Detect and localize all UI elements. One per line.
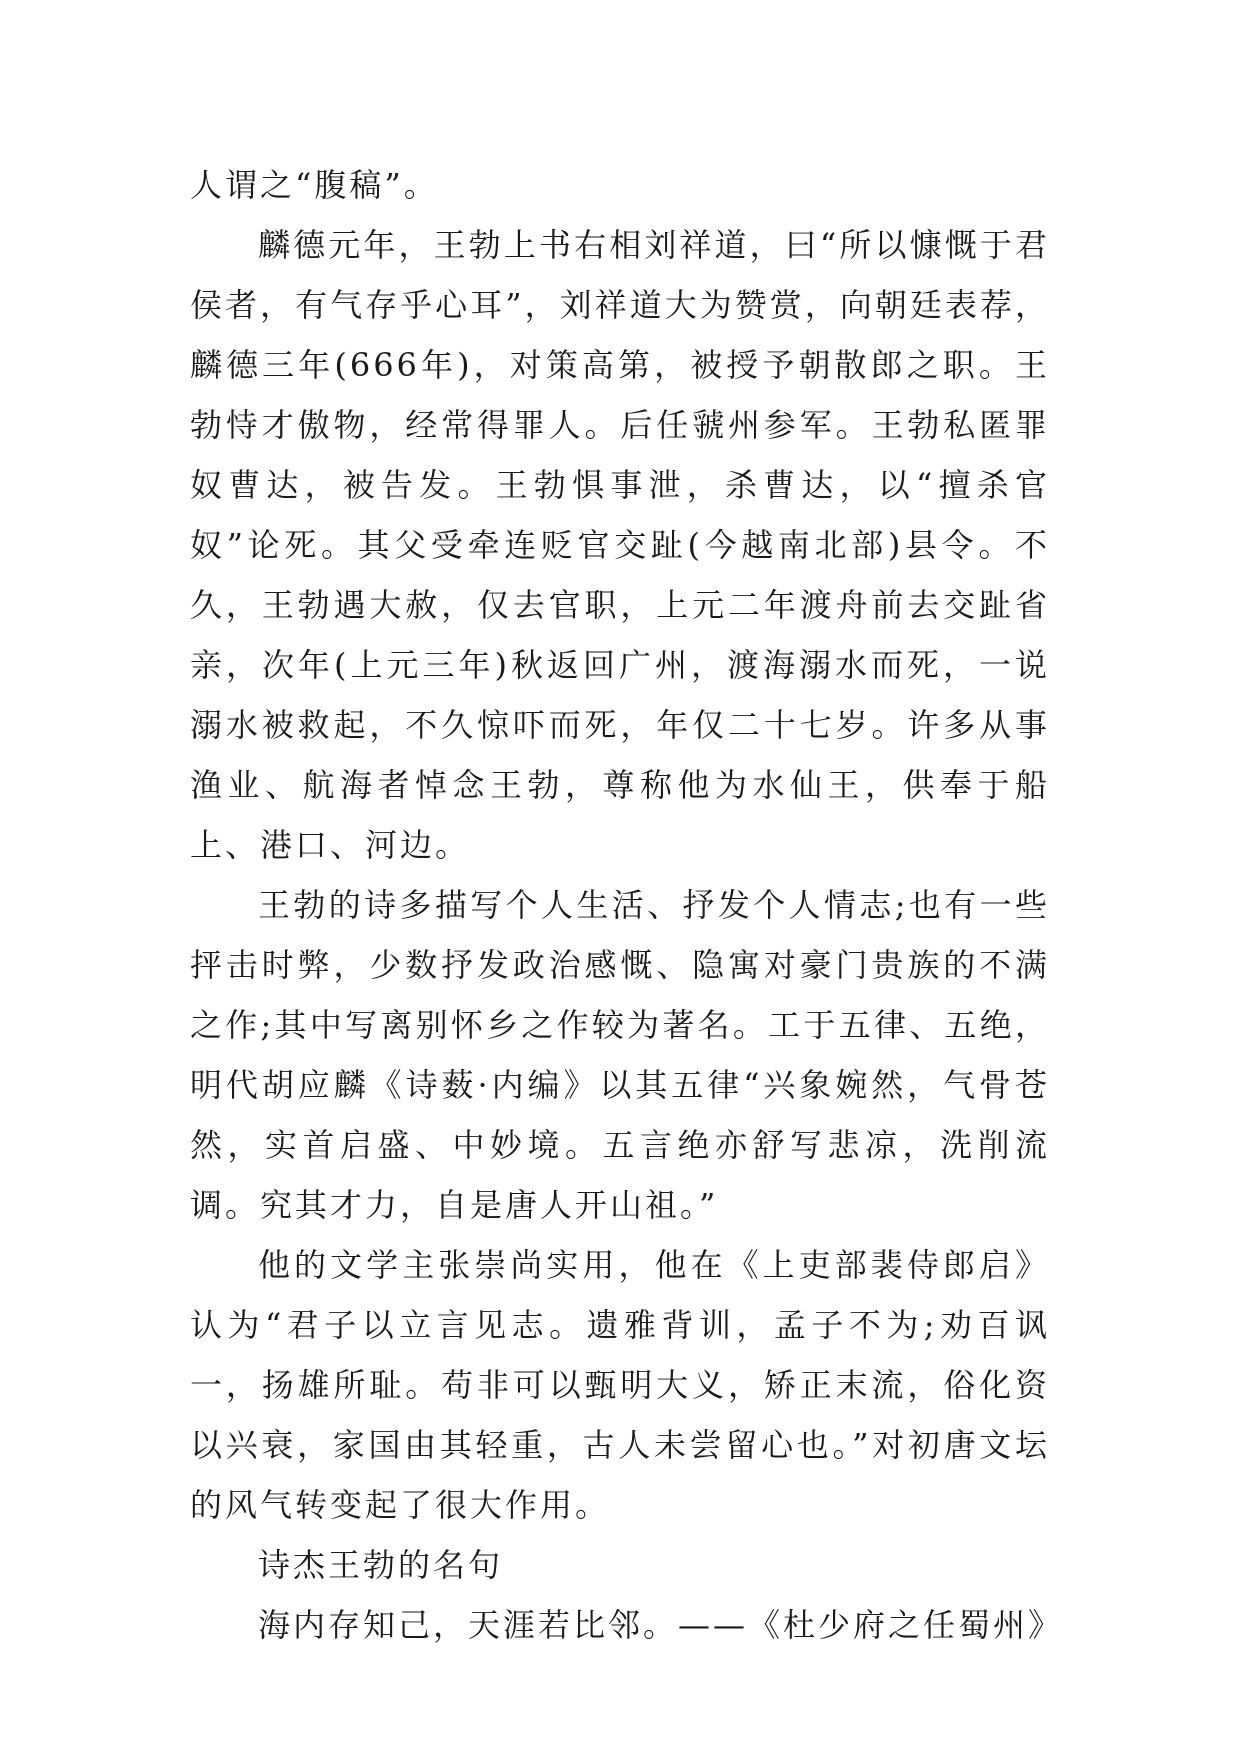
paragraph-continuation: 人谓之“腹稿”。 (190, 166, 439, 204)
document-body (190, 155, 1064, 1655)
paragraph-biography: 麟德元年，王勃上书右相刘祥道，曰“所以慷慨于君侯者，有气存乎心耳”，刘祥道大为赞赏，向朝廷表荐，麟德三年(666年)，对策高第，被授予朝散郎之职。王勃恃才傲物，经常得罪人。后任虢州参军。王勃私匿罪奴曹达，被告发。王勃惧事泄，杀曹达，以“擅杀官奴”论死。其父受牵连贬官交趾(今越南北部)县令。不久，王勃遇大赦，仅去官职，上元二年渡舟前去交趾省亲，次年(上元三年)秋返回广州，渡海溺水而死，一说溺水被救起，不久惊吓而死，年仅二十七岁。许多从事渔业、航海者悼念王勃，尊称他为水仙王，供奉于船上、港口、河边。 (190, 226, 1050, 864)
paragraph-literary-view: 他的文学主张崇尚实用，他在《上吏部裴侍郎启》认为“君子以立言见志。遗雅背训，孟子不为;劝百讽一，扬雄所耻。苟非可以甄明大义，矫正末流，俗化资以兴衰，家国由其轻重，古人未尝留心也。”对初唐文坛的风气转变起了很大作用。 (190, 1246, 1050, 1524)
section-heading-famous-lines: 诗杰王勃的名句 (258, 1546, 504, 1584)
paragraph-poetry-style: 王勃的诗多描写个人生活、抒发个人情志;也有一些抨击时弊，少数抒发政治感慨、隐寓对豪门贵族的不满之作;其中写离别怀乡之作较为著名。工于五律、五绝，明代胡应麟《诗薮·内编》以其五律“兴象婉然，气骨苍然，实首启盛、中妙境。五言绝亦舒写悲凉，洗削流调。究其才力，自是唐人开山祖。” (190, 886, 1050, 1224)
quote-line: 海内存知己，天涯若比邻。——《杜少府之任蜀州》 (258, 1606, 1064, 1644)
